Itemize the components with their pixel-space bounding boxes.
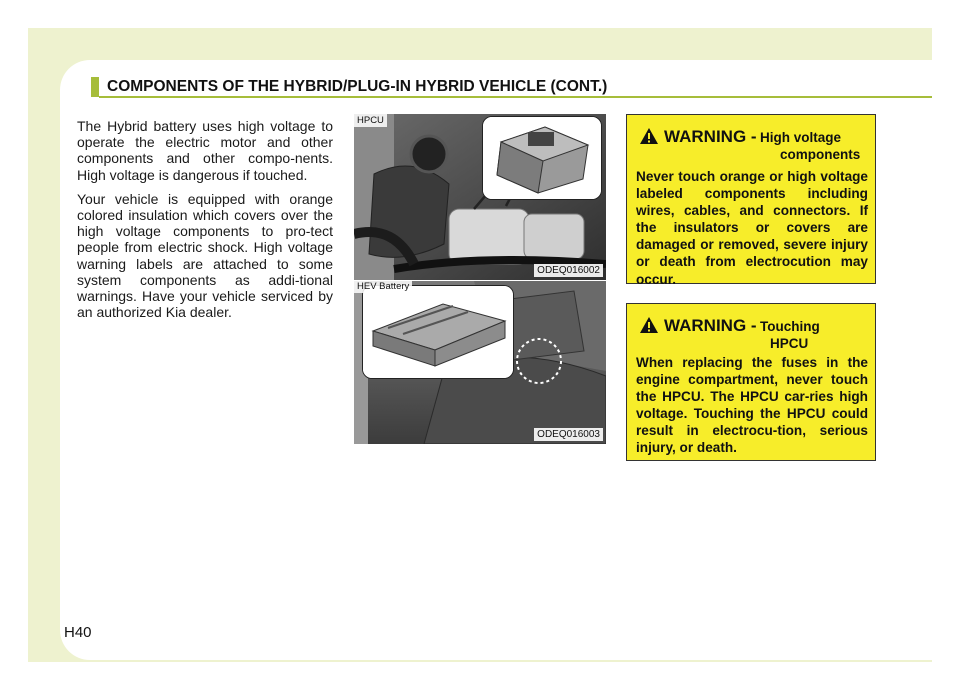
paragraph: Your vehicle is equipped with orange colored insulation which covers over the high voltage components to pro-tect people from electric shock. High voltage warning labels are attached to some system components as addi-tional warnings. Have your vehicle serviced by an authorized Kia dealer.	[77, 190, 333, 321]
hev-battery-drawing	[363, 286, 513, 378]
hev-battery-photo	[354, 281, 606, 444]
page-number: H40	[64, 624, 92, 641]
section-title: COMPONENTS OF THE HYBRID/PLUG-IN HYBRID VEHICLE (CONT.)	[107, 78, 608, 95]
header-accent-bar	[91, 77, 99, 97]
warning-word: WARNING -	[664, 127, 757, 146]
warning-subtitle-line2: HPCU	[770, 336, 809, 351]
warning-box-touching-hpcu	[626, 303, 876, 461]
warning-triangle-icon	[639, 316, 659, 334]
hpcu-unit-drawing	[483, 117, 601, 199]
warning-subtitle-line2: components	[780, 147, 861, 162]
section-header	[91, 77, 932, 97]
warning-word: WARNING -	[664, 316, 757, 335]
warning-box-high-voltage	[626, 114, 876, 287]
warning-subtitle: Touching	[760, 319, 820, 334]
header-underline	[99, 96, 932, 98]
figure-code: ODEQ016002	[534, 264, 603, 277]
hpcu-inset	[482, 116, 602, 200]
figure-label: HEV Battery	[354, 281, 412, 293]
figure-label: HPCU	[354, 114, 387, 127]
warning-subtitle: High voltage	[760, 130, 842, 145]
warning-text: When replacing the fuses in the engine compartment, never touch the HPCU. The HPCU car-ries high voltage. Touching the HPCU could result in electrocu-tion, serious injury, or death.	[636, 355, 868, 456]
paragraph: The Hybrid battery uses high voltage to operate the electric motor and other components and other compo-nents. High voltage is dangerous if touched.	[77, 118, 333, 183]
warning-triangle-icon	[639, 127, 659, 145]
hev-battery-inset	[362, 285, 514, 379]
body-text	[77, 118, 333, 328]
figure-code: ODEQ016003	[534, 428, 603, 441]
warning-text: Never touch orange or high voltage labeled components including wires, cables, and connectors. If the insulators or covers are damaged or removed, severe injury or death from electrocution may occur.	[636, 169, 868, 287]
hpcu-photo	[354, 114, 606, 280]
